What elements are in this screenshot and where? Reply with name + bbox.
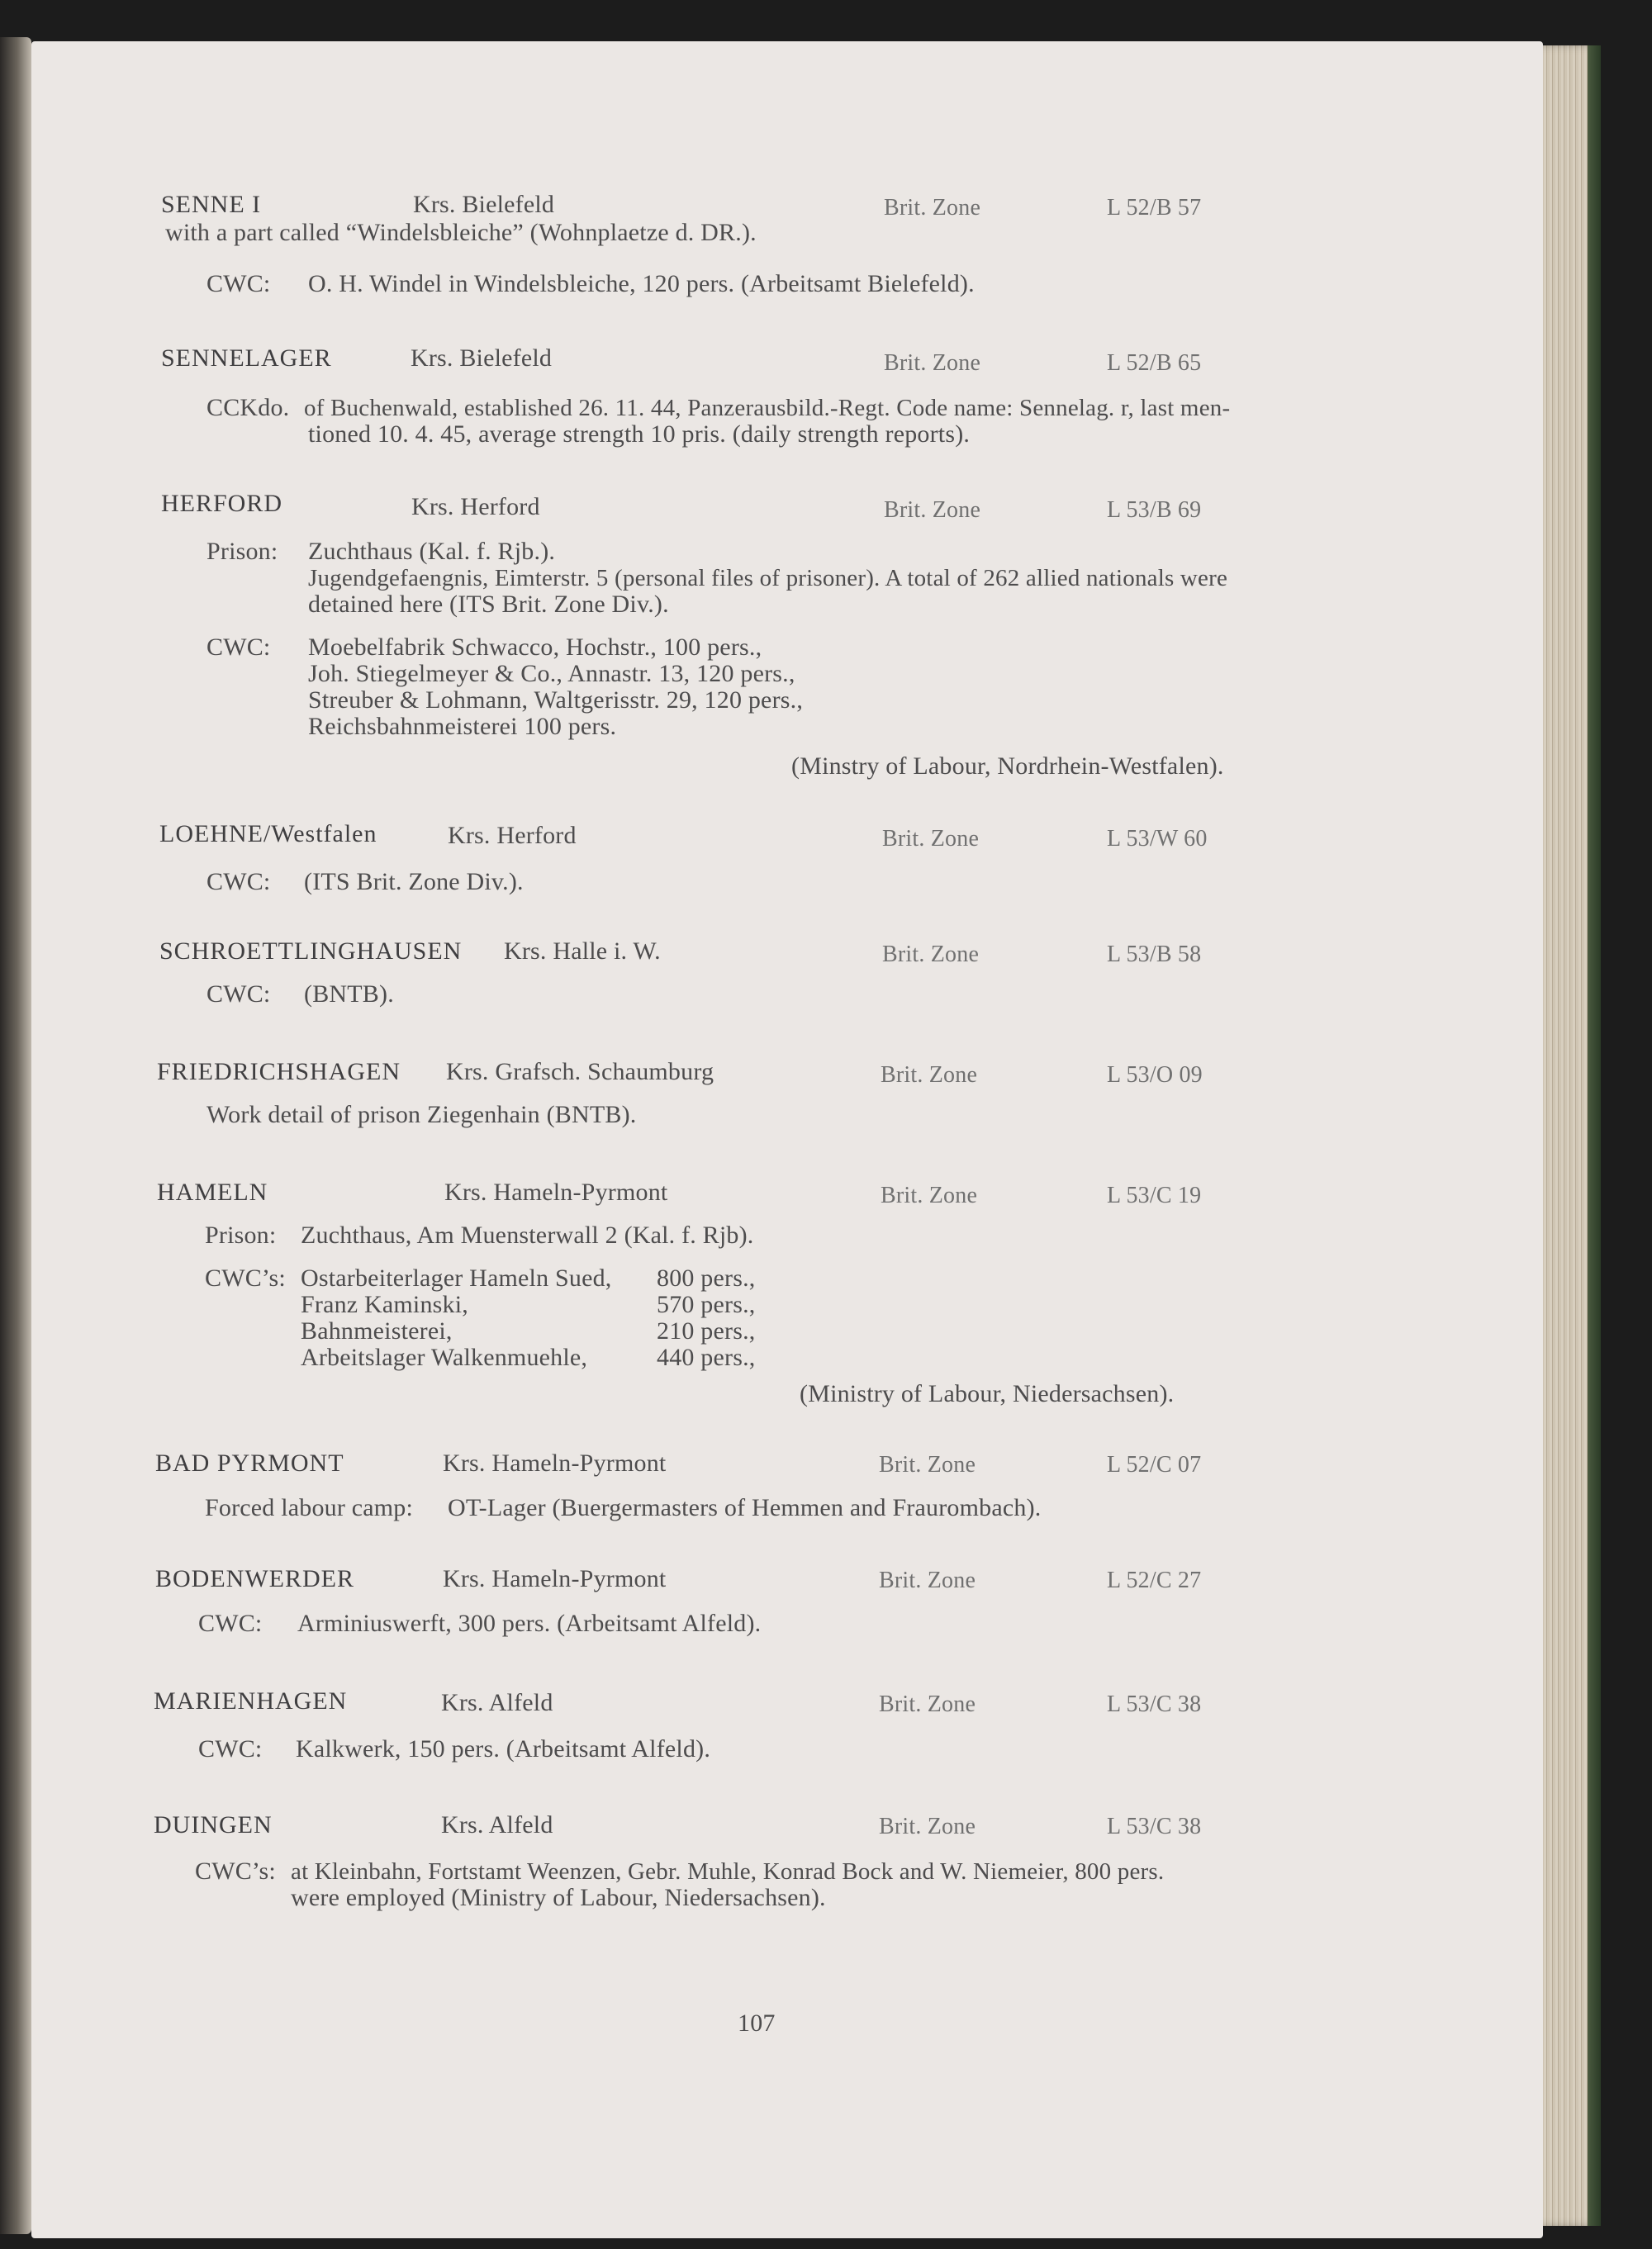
detail-label: CWC: <box>198 1610 263 1637</box>
detail-line: Jugendgefaengnis, Eimterstr. 5 (personal files of prisoner). A total of 262 allied nationals were <box>308 565 1228 591</box>
detail-label: Prison: <box>206 538 278 565</box>
entry-location: FRIEDRICHSHAGEN <box>157 1058 401 1085</box>
entry-map-ref: L 53/C 19 <box>1107 1183 1202 1208</box>
detail-label: Forced labour camp: <box>205 1494 414 1521</box>
detail-line: Joh. Stiegelmeyer & Co., Annastr. 13, 120 pers., <box>308 660 795 687</box>
entry-district: Krs. Bielefeld <box>411 344 553 372</box>
entry-district: Krs. Bielefeld <box>413 191 555 218</box>
entry-zone: Brit. Zone <box>879 1568 976 1593</box>
entry-district: Krs. Alfeld <box>441 1689 553 1716</box>
entry-note: Work detail of prison Ziegenhain (BNTB). <box>206 1101 637 1128</box>
entry-location: MARIENHAGEN <box>154 1687 348 1715</box>
cwc-name: Franz Kaminski, <box>301 1291 468 1318</box>
previous-page-edge <box>0 37 31 2234</box>
detail-line: Moebelfabrik Schwacco, Hochstr., 100 pers., <box>308 633 762 661</box>
entry-zone: Brit. Zone <box>884 350 981 376</box>
entry-map-ref: L 52/B 65 <box>1107 350 1202 376</box>
detail-label: CWC: <box>206 270 271 297</box>
entry-zone: Brit. Zone <box>884 497 981 523</box>
page-number: 107 <box>738 2009 776 2037</box>
entry-location: SCHROETTLINGHAUSEN <box>159 937 463 965</box>
entry-location: LOEHNE/Westfalen <box>159 820 377 847</box>
detail-line: OT-Lager (Buergermasters of Hemmen and Fraurombach). <box>448 1494 1042 1521</box>
entry-district: Krs. Herford <box>448 822 577 849</box>
entry-source: (Ministry of Labour, Niedersachsen). <box>800 1380 1175 1407</box>
entry-map-ref: L 53/W 60 <box>1107 826 1208 852</box>
detail-line: detained here (ITS Brit. Zone Div.). <box>308 591 669 618</box>
entry-zone: Brit. Zone <box>881 1183 978 1208</box>
detail-line: Zuchthaus, Am Muensterwall 2 (Kal. f. Rjb). <box>301 1222 754 1249</box>
cwc-count: 800 pers., <box>657 1264 756 1292</box>
entry-location: SENNELAGER <box>161 344 332 372</box>
detail-label: CWC’s: <box>205 1264 286 1292</box>
entry-zone: Brit. Zone <box>879 1452 976 1478</box>
entry-location: DUINGEN <box>154 1811 273 1839</box>
detail-line: Arminiuswerft, 300 pers. (Arbeitsamt Alfeld). <box>297 1610 762 1637</box>
entry-district: Krs. Hameln-Pyrmont <box>443 1450 667 1477</box>
detail-line: Reichsbahnmeisterei 100 pers. <box>308 713 617 740</box>
detail-label: CCKdo. <box>206 394 290 421</box>
entry-map-ref: L 53/B 58 <box>1107 942 1202 967</box>
entry-district: Krs. Grafsch. Schaumburg <box>446 1058 714 1085</box>
entry-district: Krs. Hameln-Pyrmont <box>444 1179 668 1206</box>
entry-district: Krs. Herford <box>411 493 540 520</box>
entry-zone: Brit. Zone <box>879 1691 976 1717</box>
detail-label: Prison: <box>205 1222 277 1249</box>
detail-line: of Buchenwald, established 26. 11. 44, Panzerausbild.-Regt. Code name: Sennelag. r, last men- <box>304 395 1231 421</box>
detail-line: Streuber & Lohmann, Waltgerisstr. 29, 120 pers., <box>308 686 804 714</box>
detail-line: were employed (Ministry of Labour, Niedersachsen). <box>291 1884 826 1911</box>
detail-label: CWC: <box>198 1735 263 1763</box>
detail-line: O. H. Windel in Windelsbleiche, 120 pers. (Arbeitsamt Bielefeld). <box>308 270 975 297</box>
entry-zone: Brit. Zone <box>882 826 980 852</box>
cwc-count: 210 pers., <box>657 1317 756 1345</box>
entry-location: HERFORD <box>161 490 283 517</box>
detail-label: CWC: <box>206 868 271 895</box>
entry-location: SENNE I <box>161 191 262 218</box>
entry-map-ref: L 53/B 69 <box>1107 497 1202 523</box>
entry-district: Krs. Halle i. W. <box>504 937 661 965</box>
cwc-name: Arbeitslager Walkenmuehle, <box>301 1344 588 1371</box>
cwc-name: Bahnmeisterei, <box>301 1317 453 1345</box>
entry-location: HAMELN <box>157 1179 268 1206</box>
entry-zone: Brit. Zone <box>884 195 981 221</box>
detail-label: CWC: <box>206 980 271 1008</box>
entry-map-ref: L 53/C 38 <box>1107 1814 1202 1839</box>
detail-line: (ITS Brit. Zone Div.). <box>304 868 524 895</box>
entry-map-ref: L 52/C 07 <box>1107 1452 1202 1478</box>
entry-map-ref: L 53/C 38 <box>1107 1691 1202 1717</box>
cwc-count: 570 pers., <box>657 1291 756 1318</box>
detail-line: at Kleinbahn, Fortstamt Weenzen, Gebr. Muhle, Konrad Bock and W. Niemeier, 800 pers. <box>291 1858 1165 1885</box>
detail-line: tioned 10. 4. 45, average strength 10 pris. (daily strength reports). <box>308 420 971 448</box>
entry-source: (Minstry of Labour, Nordrhein-Westfalen). <box>791 752 1224 780</box>
entry-zone: Brit. Zone <box>881 1062 978 1088</box>
detail-line: Kalkwerk, 150 pers. (Arbeitsamt Alfeld). <box>296 1735 711 1763</box>
entry-district: Krs. Hameln-Pyrmont <box>443 1565 667 1592</box>
entry-district: Krs. Alfeld <box>441 1811 553 1839</box>
detail-line: (BNTB). <box>304 980 394 1008</box>
detail-label: CWC’s: <box>195 1858 276 1885</box>
entry-map-ref: L 53/O 09 <box>1107 1062 1203 1088</box>
entry-note: with a part called “Windelsbleiche” (Wohnplaetze d. DR.). <box>165 219 757 246</box>
entry-location: BODENWERDER <box>155 1565 354 1592</box>
entry-zone: Brit. Zone <box>879 1814 976 1839</box>
detail-label: CWC: <box>206 633 271 661</box>
entry-zone: Brit. Zone <box>882 942 980 967</box>
entry-location: BAD PYRMONT <box>155 1450 344 1477</box>
entry-map-ref: L 52/B 57 <box>1107 195 1202 221</box>
entry-map-ref: L 52/C 27 <box>1107 1568 1202 1593</box>
cwc-count: 440 pers., <box>657 1344 756 1371</box>
detail-line: Zuchthaus (Kal. f. Rjb.). <box>308 538 556 565</box>
cwc-name: Ostarbeiterlager Hameln Sued, <box>301 1264 612 1292</box>
